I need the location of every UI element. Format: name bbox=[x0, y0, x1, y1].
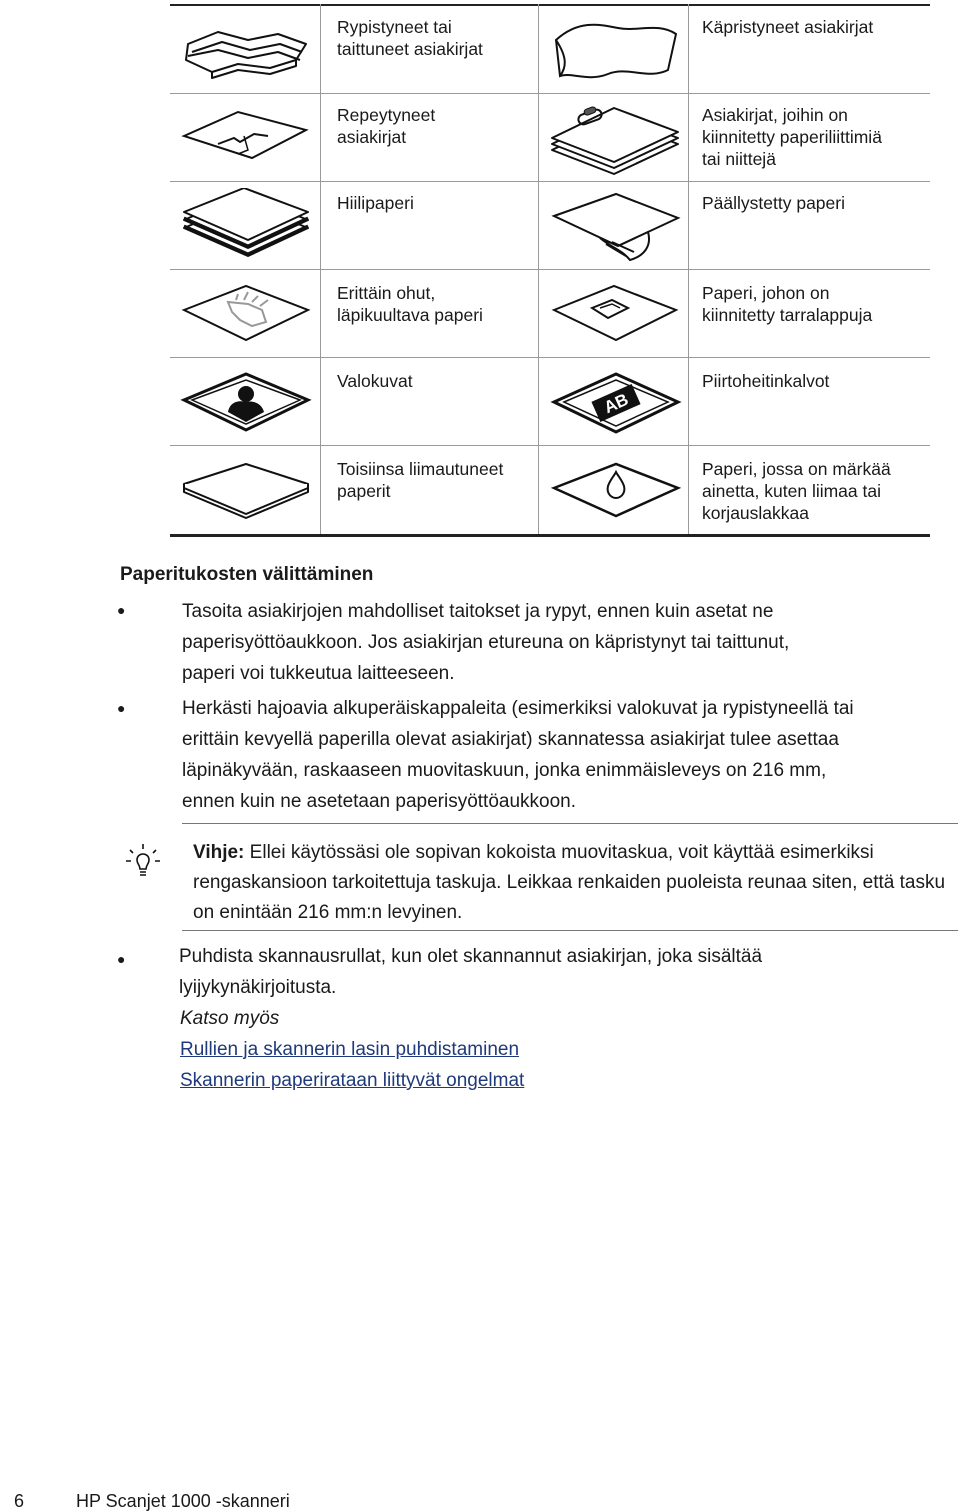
tip-text: Ellei käytössäsi ole sopivan kokoista muovitaskua, voit käyttää esimerkiksi rengaskansioon tarkoitettuja taskuja. Leikkaa renkaiden puoleista reunaa siten, että tasku on enintään 216 mm:n levyinen. bbox=[193, 842, 946, 923]
tip-label: Vihje: bbox=[193, 842, 245, 863]
label-wet: Paperi, jossa on märkää ainetta, kuten liimaa tai korjauslakkaa bbox=[702, 459, 891, 523]
label-paper-clip: Asiakirjat, joihin on kiinnitetty paperiliittimiä tai niittejä bbox=[702, 105, 882, 169]
row-divider bbox=[320, 93, 930, 94]
column-divider bbox=[320, 4, 321, 536]
bullet-marker: ● bbox=[117, 602, 126, 618]
label-stuck-together: Toisiinsa liimautuneet paperit bbox=[337, 459, 504, 501]
paper-clip-stack-icon bbox=[548, 100, 682, 176]
stuck-together-paper-icon bbox=[178, 460, 312, 522]
curled-paper-icon bbox=[548, 14, 682, 86]
lightbulb-icon bbox=[124, 842, 162, 880]
translucent-paper-icon bbox=[178, 280, 312, 348]
row-divider bbox=[170, 181, 930, 182]
row-divider bbox=[170, 445, 930, 446]
link-clean-rollers[interactable]: Rullien ja skannerin lasin puhdistaminen bbox=[180, 1039, 520, 1060]
bullet-1-text: Tasoita asiakirjojen mahdolliset taitokset ja rypyt, ennen kuin asetat ne paperisyöttöaukkoon. Jos asiakirjan etureuna on käpristynyt tai taittunut, paperi voi tukkeutua laitteeseen. bbox=[182, 601, 790, 684]
column-divider bbox=[538, 4, 539, 536]
photo-icon bbox=[178, 368, 312, 438]
label-translucent: Erittäin ohut, läpikuultava paperi bbox=[337, 283, 483, 325]
label-coated: Päällystetty paperi bbox=[702, 193, 845, 213]
section-title: Paperitukosten välittäminen bbox=[120, 564, 374, 585]
link-paper-path-problems[interactable]: Skannerin paperirataan liittyvät ongelmat bbox=[180, 1070, 525, 1091]
row-divider bbox=[170, 357, 930, 358]
carbon-paper-icon bbox=[178, 188, 312, 264]
paper-types-table bbox=[170, 4, 930, 536]
label-carbon: Hiilipaperi bbox=[337, 193, 414, 213]
tip-box bbox=[193, 838, 953, 928]
row-divider bbox=[170, 93, 320, 94]
coated-paper-icon bbox=[548, 190, 682, 264]
see-also-label: Katso myös bbox=[180, 1008, 280, 1029]
page-number: 6 bbox=[14, 1491, 25, 1511]
column-divider bbox=[688, 4, 689, 536]
footer-title: HP Scanjet 1000 -skanneri bbox=[76, 1491, 290, 1511]
label-photo: Valokuvat bbox=[337, 371, 413, 391]
label-sticky-note: Paperi, johon on kiinnitetty tarralappuja bbox=[702, 283, 873, 325]
sticky-note-paper-icon bbox=[548, 280, 682, 348]
transparency-icon bbox=[548, 368, 682, 440]
tip-top-rule bbox=[182, 823, 958, 824]
tip-bottom-rule bbox=[182, 930, 958, 931]
crumpled-paper-icon bbox=[178, 20, 312, 82]
label-curled: Käpristyneet asiakirjat bbox=[702, 17, 874, 37]
table-bottom-rule bbox=[170, 534, 930, 537]
label-transparency: Piirtoheitinkalvot bbox=[702, 371, 830, 391]
bullet-2-text: Herkästi hajoavia alkuperäiskappaleita (esimerkiksi valokuvat ja rypistyneellä tai erittäin kevyellä paperilla olevat asiakirjat) skannatessa asiakirjat tulee asettaa läpinäkyvään, raskaaseen muovitaskuun, jonka enimmäisleveys on 216 mm, ennen kuin ne asetetaan paperisyöttöaukkoon. bbox=[182, 698, 854, 812]
bullet-3-text: Puhdista skannausrullat, kun olet skannannut asiakirjan, joka sisältää lyijykynäkirjoitusta. bbox=[179, 946, 763, 998]
transparency-ab-text: AB bbox=[601, 389, 632, 418]
bullet-marker: ● bbox=[117, 951, 126, 967]
bullet-marker: ● bbox=[117, 700, 126, 716]
row-divider bbox=[170, 269, 930, 270]
table-top-rule bbox=[170, 4, 930, 6]
torn-paper-icon bbox=[178, 106, 312, 168]
wet-paper-icon bbox=[548, 460, 682, 524]
label-crumpled: Rypistyneet tai taittuneet asiakirjat bbox=[337, 17, 483, 59]
label-torn: Repeytyneet asiakirjat bbox=[337, 105, 436, 147]
